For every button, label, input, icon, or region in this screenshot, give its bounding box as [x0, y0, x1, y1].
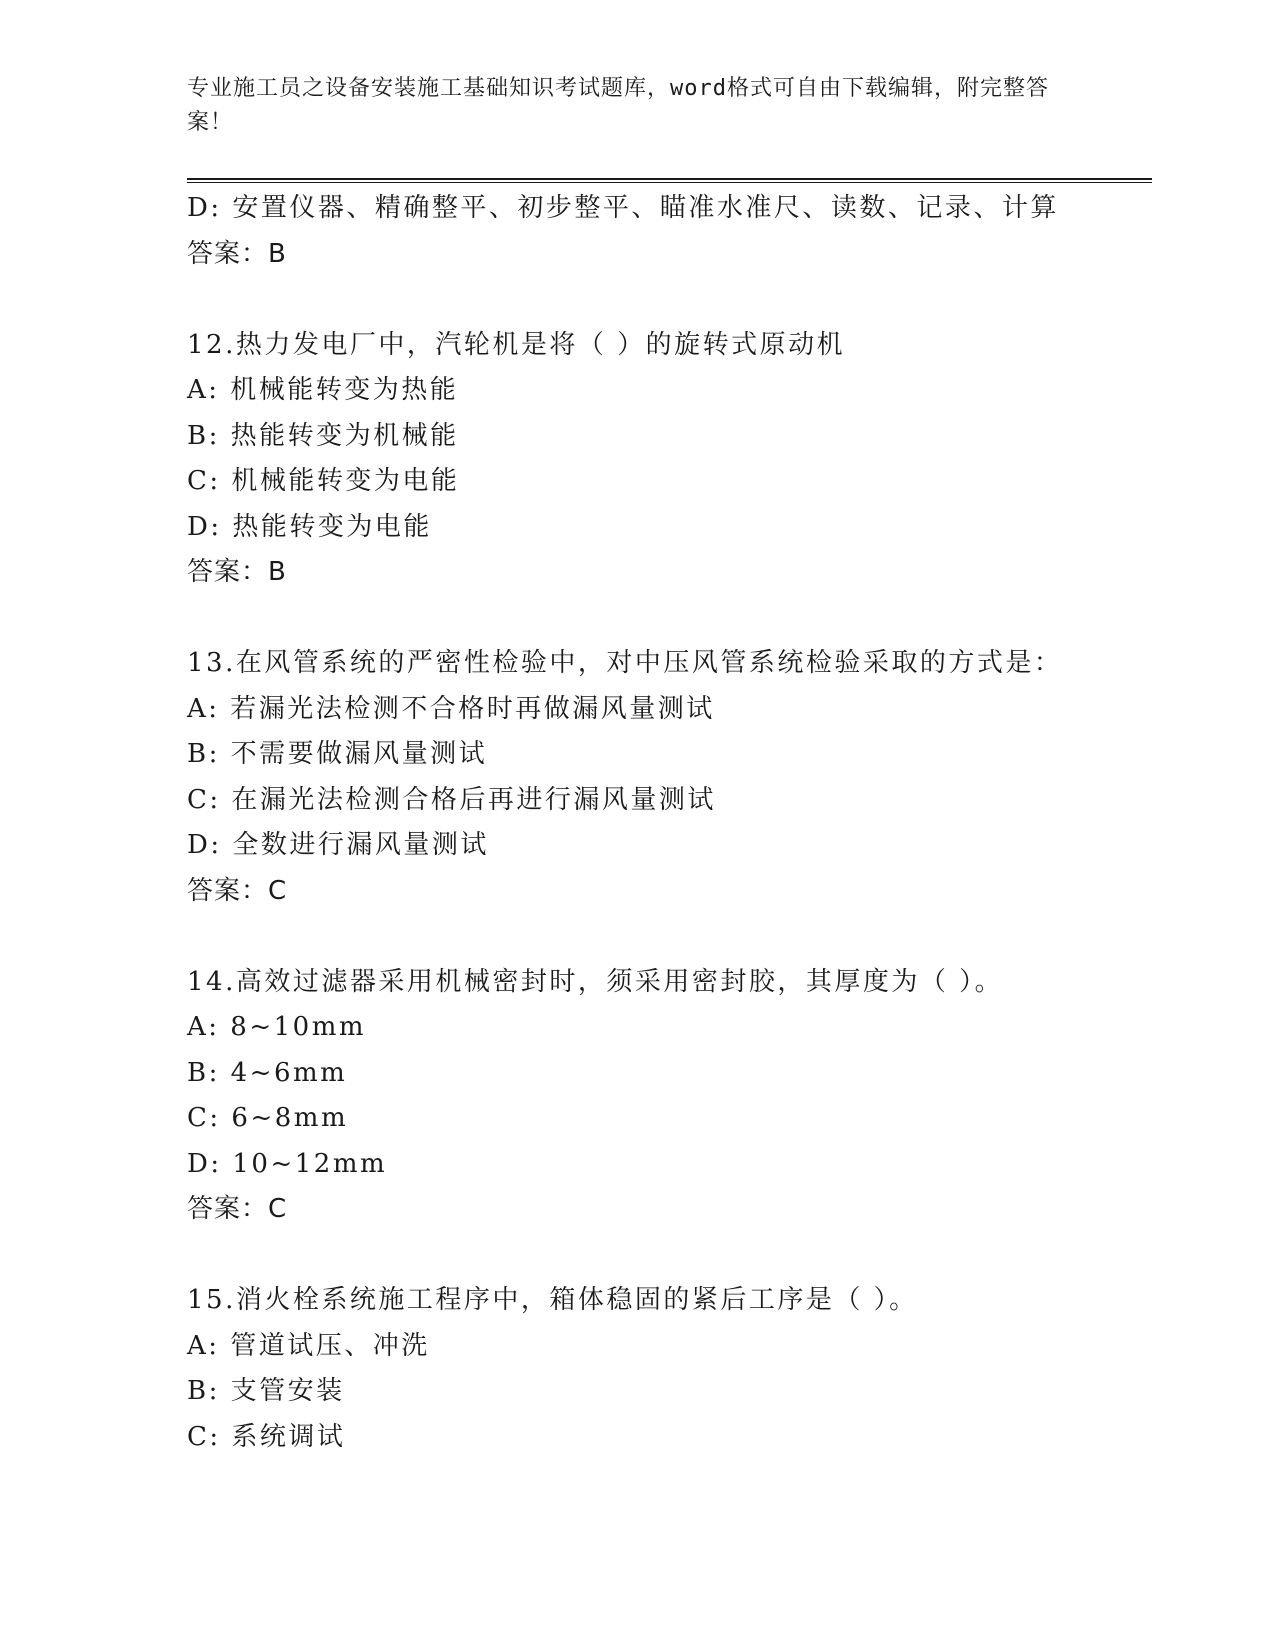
option-d: D: 安置仪器、精确整平、初步整平、瞄准水准尺、读数、记录、计算 — [187, 193, 1059, 223]
option-b: B: 支管安装 — [187, 1376, 345, 1406]
spacer — [187, 277, 1152, 323]
option-b: B: 热能转变为机械能 — [187, 420, 459, 451]
page-header: 专业施工员之设备安装施工基础知识考试题库，word格式可自由下载编辑，附完整答案！ — [187, 76, 1049, 135]
question-13 — [187, 641, 1152, 914]
question-stem: 15.消火栓系统施工程序中，箱体稳固的紧后工序是（ ）。 — [187, 1285, 918, 1315]
question-12 — [187, 323, 1152, 596]
answer-line: 答案：C — [187, 1194, 288, 1224]
option-d: D: 热能转变为电能 — [187, 511, 432, 542]
answer-line: 答案：B — [187, 238, 287, 269]
spacer — [187, 596, 1152, 642]
option-a: A: 若漏光法检测不合格时再做漏风量测试 — [187, 693, 715, 724]
option-c: C: 6~8mm — [187, 1103, 349, 1133]
question-stem: 12.热力发电厂中，汽轮机是将（ ）的旋转式原动机 — [187, 329, 846, 360]
answer-line: 答案：B — [187, 557, 287, 587]
question-15 — [187, 1278, 1152, 1460]
option-a: A: 管道试压、冲洗 — [187, 1330, 430, 1361]
option-c: C: 在漏光法检测合格后再进行漏风量测试 — [187, 784, 716, 815]
option-b: B: 不需要做漏风量测试 — [187, 739, 488, 769]
option-d: D: 全数进行漏风量测试 — [187, 830, 489, 860]
option-a: A: 机械能转变为热能 — [187, 375, 459, 405]
question-14 — [187, 960, 1152, 1233]
document-body — [187, 186, 1152, 1460]
option-c: C: 系统调试 — [187, 1421, 346, 1452]
question-stem: 13.在风管系统的严密性检验中，对中压风管系统检验采取的方式是： — [187, 648, 1063, 678]
spacer — [187, 1233, 1152, 1279]
answer-line: 答案：C — [187, 875, 288, 906]
question-stem: 14.高效过滤器采用机械密封时，须采用密封胶，其厚度为（ ）。 — [187, 966, 1004, 997]
option-d: D: 10~12mm — [187, 1148, 388, 1179]
option-a: A: 8~10mm — [187, 1012, 367, 1042]
option-b: B: 4~6mm — [187, 1057, 348, 1088]
header-divider — [187, 178, 1152, 183]
spacer — [187, 914, 1152, 960]
option-c: C: 机械能转变为电能 — [187, 466, 460, 496]
